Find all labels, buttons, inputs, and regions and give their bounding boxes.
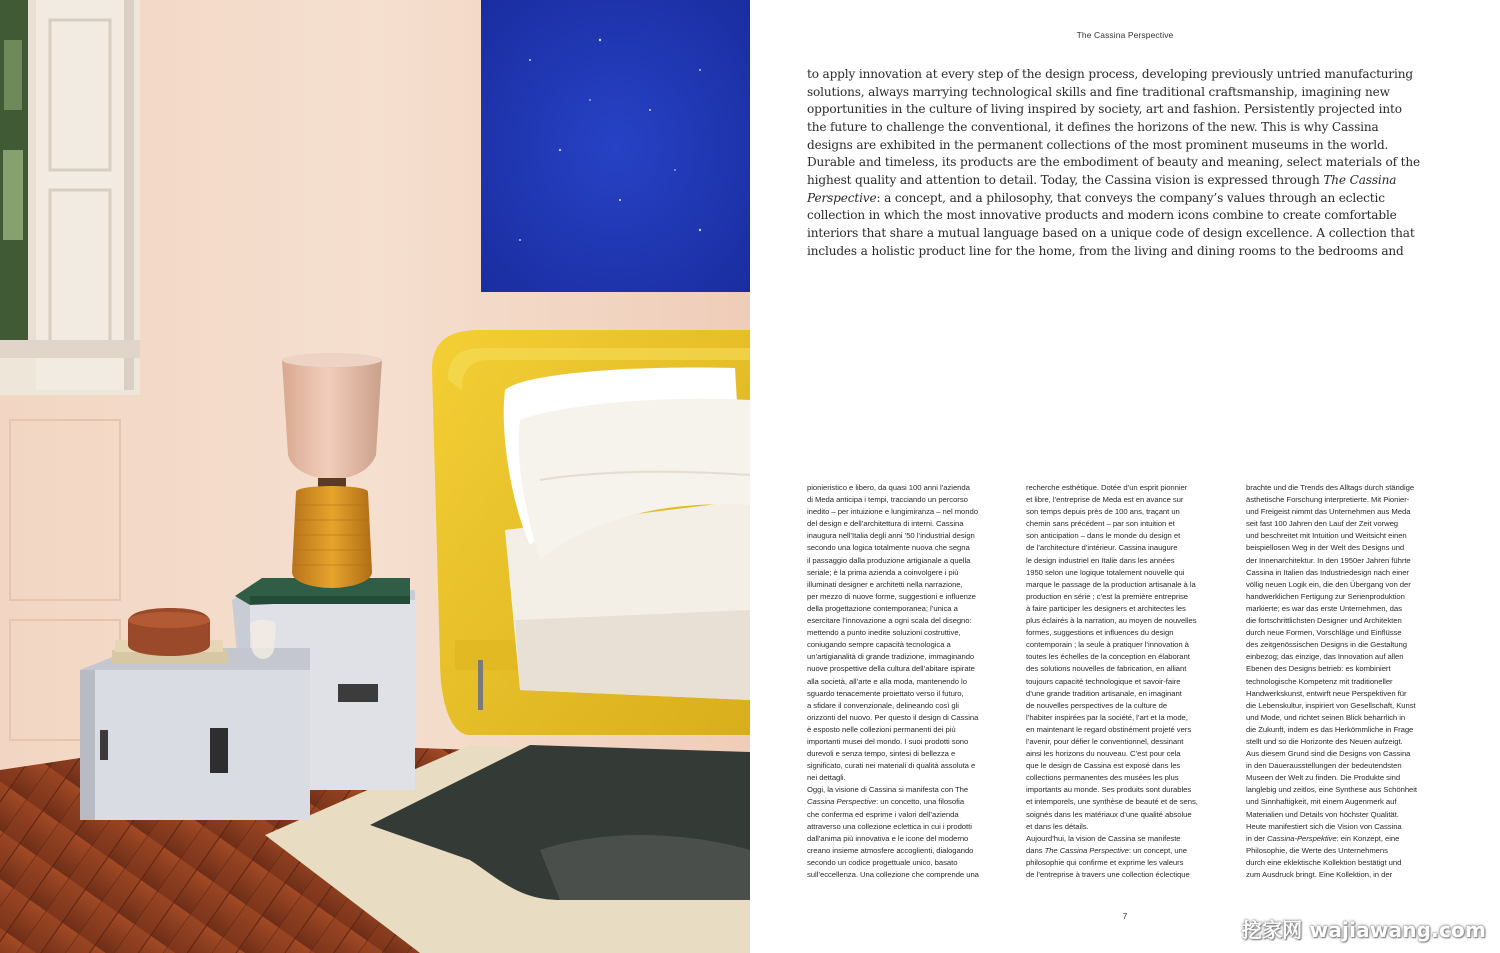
french-line: en maintenant le regard obstinément projeté vers: [1026, 724, 1192, 734]
lead-line: interiors that share a mutual language based on a unique code of design excellence. A collection that: [807, 225, 1415, 240]
italian-line: a sfidare il convenzionale, delineando così gli: [807, 700, 959, 710]
italian-line: che conferma ed esprime i valori dell’azienda: [807, 809, 959, 819]
german-line: langlebig und zeitlos, eine Synthese aus Schönheit: [1246, 785, 1418, 795]
italian-line: Oggi, la visione di Cassina si manifesta con The: [807, 785, 969, 795]
italian-line: per mezzo di nuove forme, suggestioni e influenze: [807, 591, 976, 601]
italian-line: inaugura nell’Italia degli anni ’50 l’industrial design: [807, 531, 975, 541]
french-line: chemin sans précédent – par son intuition et: [1026, 519, 1175, 529]
french-line: d’une grande tradition artisanale, en imaginant: [1026, 688, 1182, 698]
german-line: technologische Kompetenz mit traditioneller: [1246, 676, 1393, 686]
german-line: durch eine eklektische Kollektion bestätigt und: [1246, 857, 1402, 867]
french-line: contemporain ; la seule à pratiquer l’innovation à: [1026, 640, 1189, 650]
french-line: l’habiter inspirées par la société, l’art et la mode,: [1026, 712, 1188, 722]
french-line: de nouvelles perspectives de la culture de: [1026, 700, 1168, 710]
italian-line: di Meda anticipa i tempi, tracciando un percorso: [807, 495, 968, 505]
french-line: formes, suggestions et influences du design: [1026, 628, 1174, 638]
italian-line: il passaggio dalla produzione artigianale a quella: [807, 555, 971, 565]
lead-line: collection in which the most innovative products and modern icons combine to create comfortable: [807, 208, 1397, 223]
italian-line: illuminati designer e architetti nella narrazione,: [807, 579, 963, 589]
italian-line: secondo una logica totalmente nuova che segna: [807, 543, 970, 553]
german-italic: Cassina-Perspektive: [1267, 833, 1337, 843]
french-line: production en série ; c’est la première entreprise: [1026, 591, 1189, 601]
french-line: ainsi les horizons du nouveau. C’est pour cela: [1026, 749, 1181, 759]
german-line: und Mode, und richtet seinen Blick beharrlich in: [1246, 712, 1406, 722]
italian-line: nuove prospettive della cultura dell’abitare ispirate: [807, 664, 975, 674]
text-page: [750, 0, 1500, 953]
german-line: des zeitgenössischen Designs in die Gestaltung: [1246, 640, 1407, 650]
italian-line: mettendo a punto inedite soluzioni costruttive,: [807, 628, 961, 638]
german-line: Cassina in Italien das Industriedesign nach einer: [1246, 567, 1409, 577]
german-line: die Lebenskultur, inspiriert von Gesellschaft, Kunst: [1246, 700, 1416, 710]
italian-line: dall’anima più innovativa e le icone del moderno: [807, 833, 969, 843]
french-line: l’avenir, pour défier le conventionnel, dessinant: [1026, 736, 1184, 746]
running-head: The Cassina Perspective: [1076, 30, 1174, 40]
german-line: in der Cassina-Perspektive: ein Konzept, eine: [1246, 833, 1400, 843]
german-line: durch neue Formen, Vorschläge und Einflüsse: [1246, 628, 1402, 638]
german-line: der Innenarchitektur. In den 1950er Jahren führte: [1246, 555, 1411, 565]
german-line: und Freigeist nimmt das Unternehmen aus Meda: [1246, 507, 1411, 517]
french-line: des solutions nouvelles de fabrication, en alliant: [1026, 664, 1187, 674]
french-line: et dans les détails.: [1026, 821, 1089, 831]
french-line: à faire participer les designers et architectes les: [1026, 603, 1186, 613]
french-line: Aujourd’hui, la vision de Cassina se manifeste: [1026, 833, 1181, 843]
german-line: die Zukunft, indem es das Herkömmliche in Frage: [1246, 724, 1414, 734]
french-line: toutes les échelles de la conception en élaborant: [1026, 652, 1190, 662]
french-line: toujours capacité technologique et savoir-faire: [1026, 676, 1181, 686]
french-line: marque le passage de la production artisanale à la: [1026, 579, 1196, 589]
german-line: ästhetische Forschung interpretierte. Mit Pionier-: [1246, 495, 1410, 505]
italian-line: seriale; è la prima azienda a coinvolgere i più: [807, 567, 959, 577]
italian-line: creano insieme atmosfere accoglienti, dialogando: [807, 845, 974, 855]
german-line: stellt und so die Horizonte des Neuen aufzeigt.: [1246, 736, 1403, 746]
italian-line: durevoli e senza tempo, sintesi di bellezza e: [807, 749, 956, 759]
french-line: 1950 selon une logique totalement nouvelle qui: [1026, 567, 1185, 577]
german-line: und beschreitet mit Intuition und Weitsicht einen: [1246, 531, 1407, 541]
italian-line: sull’eccellenza. Una collezione che comprende una: [807, 870, 979, 879]
italian-line: orizzonti del nuovo. Per questo il design di Cassina: [807, 712, 979, 722]
italian-line: nei dettagli.: [807, 773, 846, 783]
lead-line: to apply innovation at every step of the design process, developing previously untried manufacturing: [807, 67, 1413, 81]
italian-line: coniugando sempre capacità tecnologica a: [807, 640, 951, 650]
window: [0, 0, 140, 395]
french-line: et intemporels, une synthèse de beauté et de sens,: [1026, 797, 1198, 807]
italian-line: importanti musei del mondo. I suoi prodotti sono: [807, 736, 969, 746]
italian-line: Cassina Perspective: un concetto, una filosofia: [807, 797, 965, 807]
french-line: le design industriel en Italie dans les années: [1026, 555, 1175, 565]
french-line: que le design de Cassina est exposé dans les: [1026, 761, 1181, 771]
lead-line: opportunities in the culture of living inspired by society, art and fashion. Persistently projected into: [807, 102, 1402, 117]
german-line: Philosophie, die Werte des Unternehmens: [1246, 845, 1388, 855]
lead-line: Perspective: a concept, and a philosophy, that conveys the company’s values through an eclectic: [807, 190, 1385, 205]
italian-line: attraverso una collezione eclettica in cui i prodotti: [807, 821, 972, 831]
page-number: 7: [1122, 911, 1128, 921]
german-line: Handwerkskunst, entwirft neue Perspektiven für: [1246, 688, 1407, 698]
german-line: in den Dauerausstellungen der bedeutendsten: [1246, 761, 1402, 771]
french-italic: The Cassina Perspective: [1044, 845, 1129, 855]
yellow-bed: [432, 330, 750, 735]
italian-line: un’artigianalità di grande tradizione, immaginando: [807, 652, 975, 662]
italian-line: è esposto nelle collezioni permanenti dei più: [807, 724, 956, 734]
italian-line: secondo un codice progettuale unico, basato: [807, 857, 958, 867]
lead-italic: Perspective: [807, 190, 877, 205]
french-line: importants au monde. Ses produits sont durables: [1026, 785, 1192, 795]
french-line: soignés dans les matériaux d’une qualité absolue: [1026, 809, 1192, 819]
german-line: Museen der Welt zu finden. Die Produkte sind: [1246, 773, 1401, 783]
watermark-text: 挖家网 wajiawang.com: [1241, 918, 1486, 942]
french-line: son anticipation – dans le monde du design et: [1026, 531, 1181, 541]
lead-line: the future to challenge the conventional, it defines the horizons of the new. This is why Cassina: [807, 119, 1379, 134]
german-line: markierte; es war das erste Unternehmen, das: [1246, 603, 1402, 613]
german-line: beispiellosen Weg in der Welt des Designs und: [1246, 543, 1405, 553]
french-line: collections permanentes des musées les plus: [1026, 773, 1179, 783]
body-column-italian: [807, 482, 1012, 881]
italian-line: alla società, all’arte e alla moda, mantenendo lo: [807, 676, 967, 686]
german-line: völlig neuen Logik ein, die den Übergang von der: [1246, 579, 1411, 589]
french-line: de l’architecture d’intérieur. Cassina inaugure: [1026, 543, 1178, 553]
french-line: de l’entreprise à travers une collection éclectique: [1026, 870, 1190, 879]
german-line: Ebenen des Designs betrieb: es kombiniert: [1246, 664, 1391, 674]
french-line: son temps depuis près de 100 ans, traçant un: [1026, 507, 1180, 517]
german-line: Heute manifestiert sich die Vision von Cassina: [1246, 821, 1402, 831]
lead-line: Durable and timeless, its products are the embodiment of beauty and meaning, select materials of the: [807, 155, 1421, 170]
german-line: die fortschrittlichsten Designer und Architekten: [1246, 616, 1402, 626]
german-line: seit fast 100 Jahren den Lauf der Zeit vorweg: [1246, 519, 1399, 529]
body-column-french: [1026, 482, 1231, 881]
italian-line: inedito – per intuizione e lungimiranza – nel mondo: [807, 507, 978, 517]
french-line: plus éclairés à la narration, au moyen de nouvelles: [1026, 616, 1197, 626]
german-line: brachte und die Trends des Alltags durch ständige: [1246, 483, 1415, 492]
blue-painting: [481, 0, 750, 292]
french-line: recherche esthétique. Dotée d’un esprit pionnier: [1026, 483, 1188, 492]
lead-paragraph-english: [807, 66, 1447, 260]
italian-line: della progettazione contemporanea; l’unica a: [807, 603, 958, 613]
lead-line: solutions, always marrying technological skills and fine traditional craftsmanship, imagining new: [807, 84, 1390, 99]
body-column-german: [1246, 482, 1451, 881]
italian-line: sguardo tenacemente proiettato verso il futuro,: [807, 688, 964, 698]
italian-italic: Cassina Perspective: [807, 797, 877, 807]
italian-line: pionieristico e libero, da quasi 100 anni l’azienda: [807, 483, 970, 492]
italian-line: del design e dell’architettura di interni. Cassina: [807, 519, 964, 529]
lead-line: designs are exhibited in the permanent collections of the most prominent museums in the world.: [807, 137, 1389, 152]
lead-italic: The Cassina: [1323, 172, 1397, 187]
italian-line: significato, curati nei materiali di qualità assoluta e: [807, 761, 976, 771]
german-line: und Sinnhaftigkeit, mit einem Augenmerk auf: [1246, 797, 1397, 807]
italian-line: esercitare l’innovazione a ogni scala del disegno:: [807, 616, 972, 626]
french-line: et libre, l’entreprise de Meda est en avance sur: [1026, 495, 1184, 505]
lead-line: includes a holistic product line for the home, from the living and dining rooms to the bedrooms and: [807, 243, 1404, 258]
german-line: einbezog; das einzige, das Innovation auf allen: [1246, 652, 1404, 662]
german-line: handwerklichen Fertigung zur Serienproduktion: [1246, 591, 1405, 601]
german-line: Aus diesem Grund sind die Designs von Cassina: [1246, 749, 1411, 759]
german-line: Materialien und Details von höchster Qualität.: [1246, 809, 1399, 819]
german-line: zum Ausdruck bringt. Eine Kollektion, in der: [1246, 870, 1393, 879]
french-line: philosophie qui confirme et exprime les valeurs: [1026, 857, 1184, 867]
lead-line: highest quality and attention to detail. Today, the Cassina vision is expressed through The Cassina: [807, 172, 1397, 187]
french-line: dans The Cassina Perspective: un concept, une: [1026, 845, 1188, 855]
